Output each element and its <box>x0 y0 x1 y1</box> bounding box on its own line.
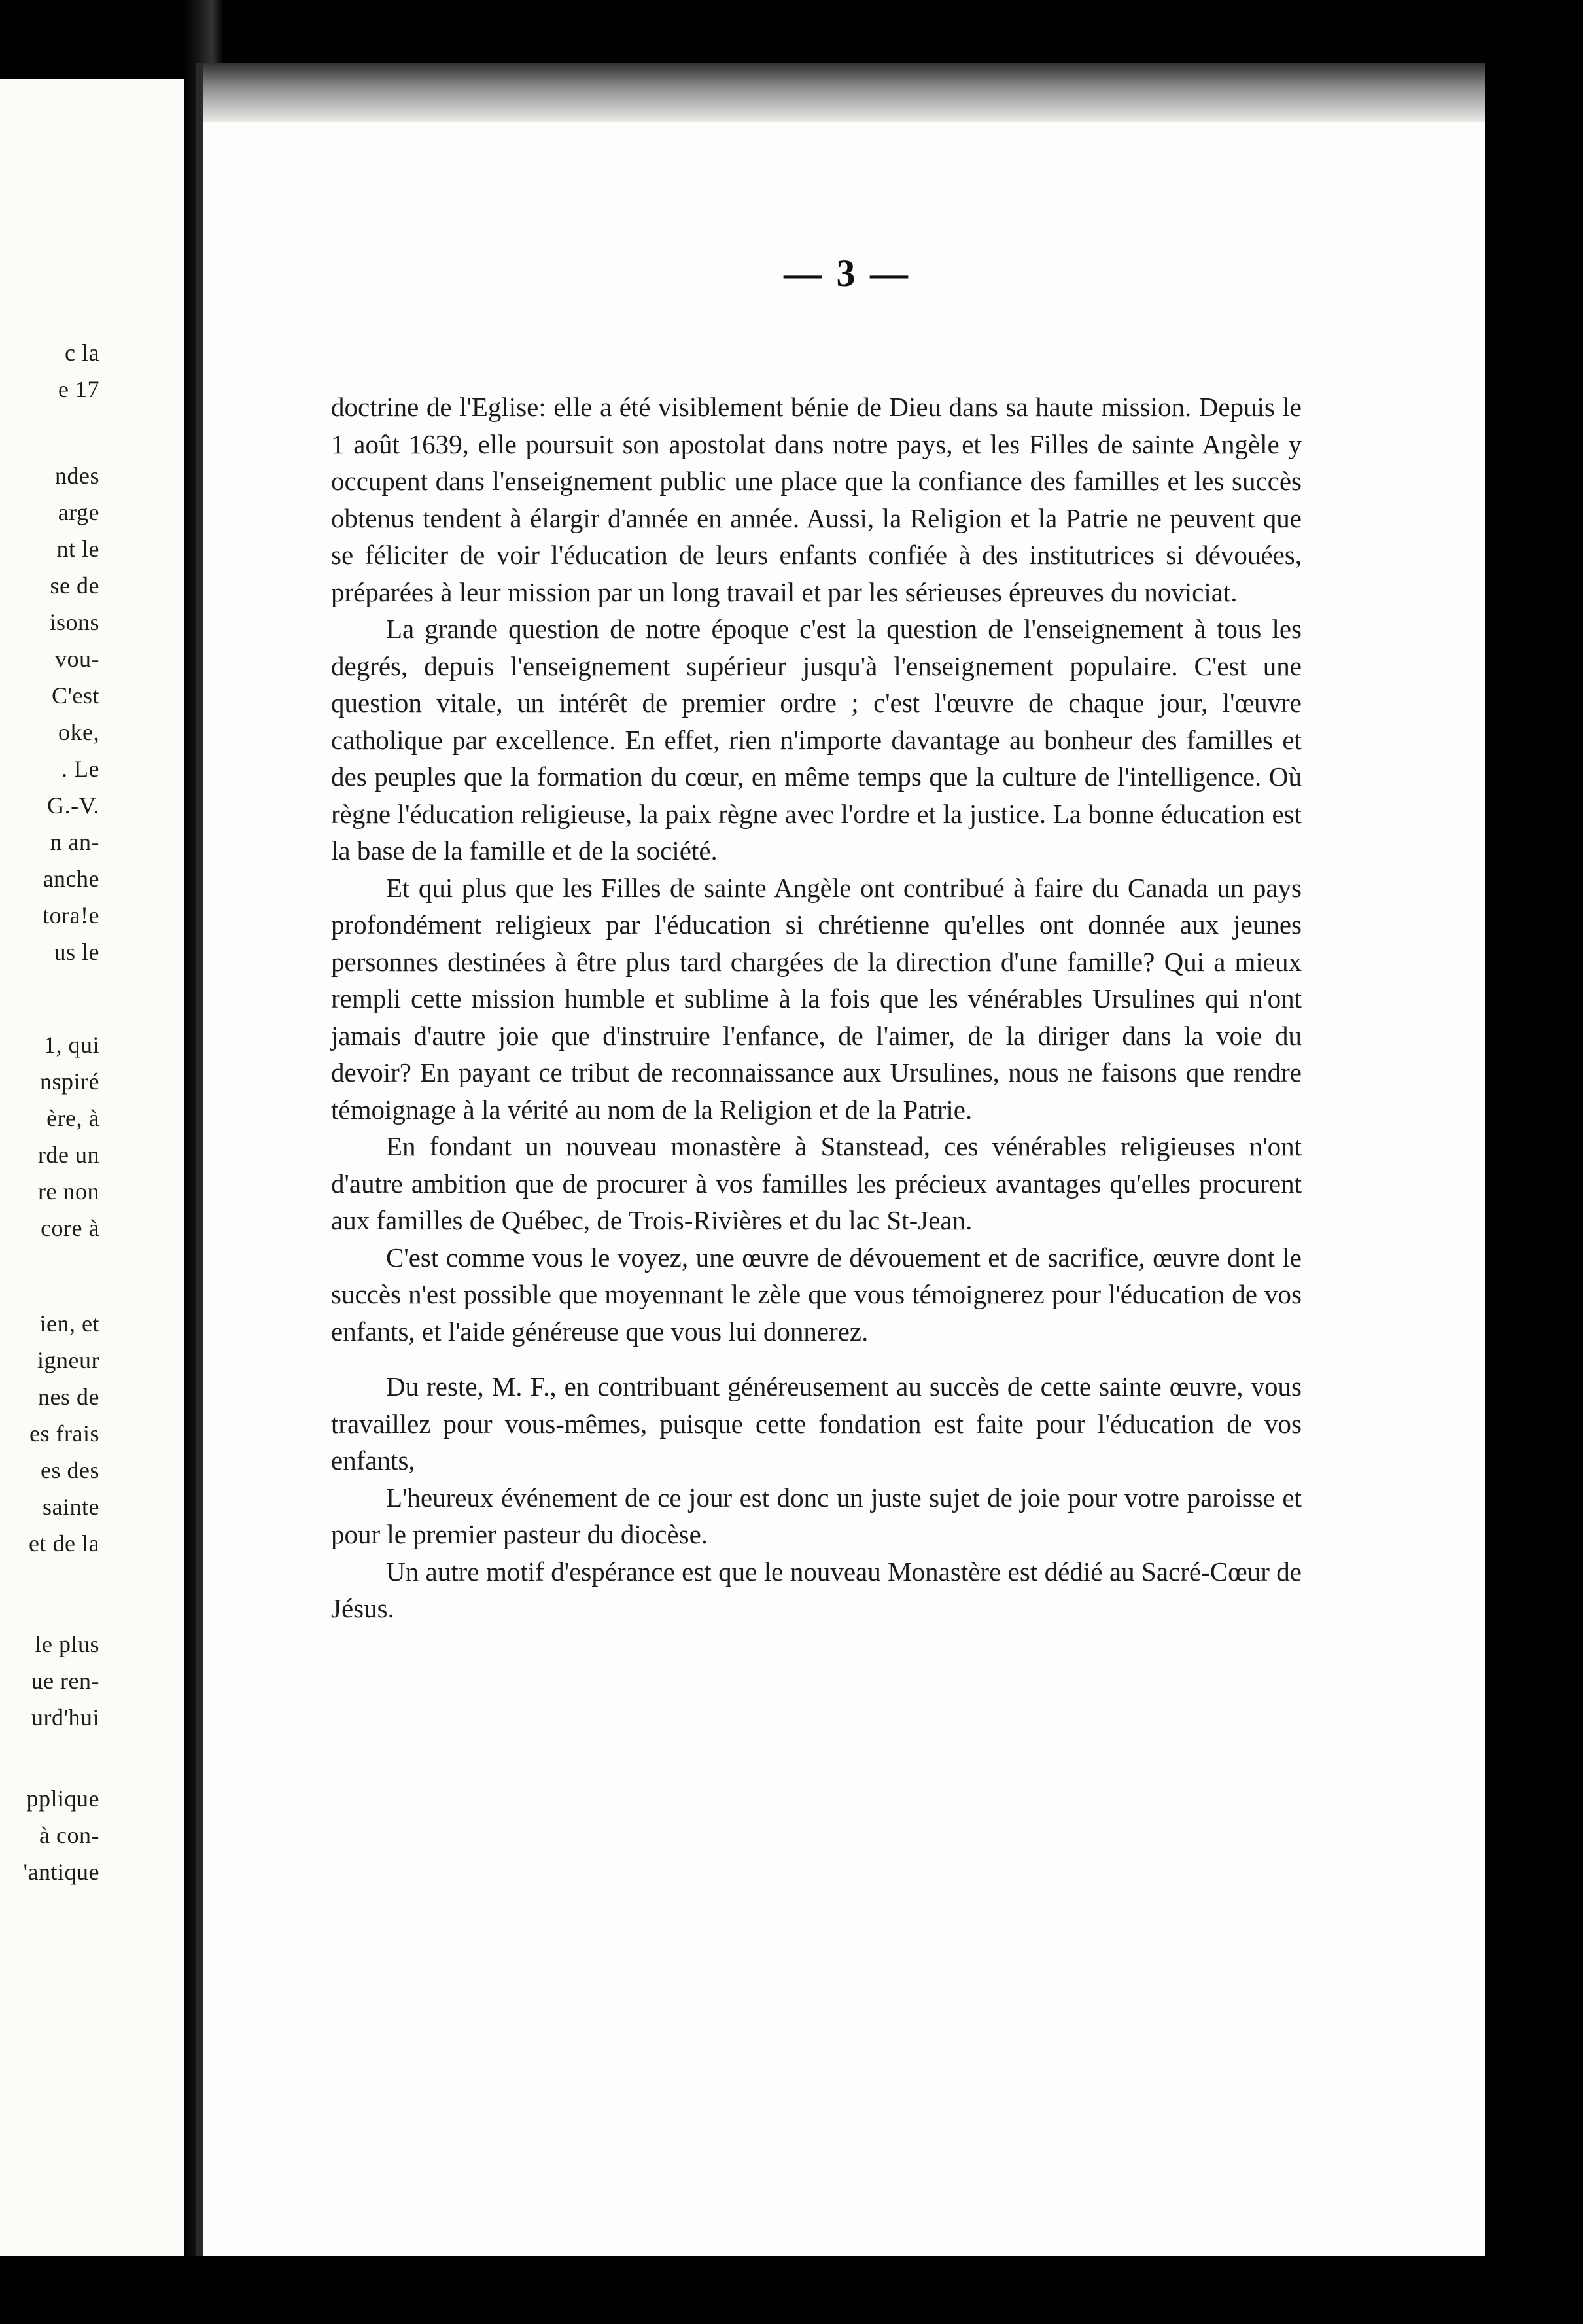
left-page-fragment: ndes <box>55 463 99 489</box>
paragraph: La grande question de notre époque c'est la question de l'enseignement à tous les degrés, depuis l'enseignement supérieur jusqu'à l'enseignement populaire. C'est une question vitale, un intérêt de premier ordre ; c'est l'œuvre de chaque jour, l'œuvre catholique par excellence. En effet, rien n'importe davantage au bonheur des familles et des peuples que la formation du cœur, en même temps que la culture de l'intelligence. Où règne l'éducation religieuse, la paix règne avec l'ordre et la justice. La bonne éducation est la base de la famille et de la société. <box>331 614 1302 866</box>
left-page-fragment: c la <box>65 340 99 366</box>
left-page-fragment: igneur <box>37 1347 99 1373</box>
left-page-fragment: 'antique <box>23 1859 99 1885</box>
left-page-fragment: vou- <box>55 646 99 672</box>
paragraph: En fondant un nouveau monastère à Stanstead, ces vénérables religieuses n'ont d'autre ambition que de procurer à vos familles les précieux avantages qu'elles procurent aux familles de Québec, de Trois-Rivières et du lac St-Jean. <box>331 1131 1302 1235</box>
left-page-fragment: tora!e <box>43 902 99 928</box>
left-page-fragment: arge <box>58 499 99 525</box>
left-page-fragment: à con- <box>39 1822 99 1848</box>
left-page-fragment: . Le <box>61 756 99 782</box>
left-page-fragment: core à <box>41 1215 99 1241</box>
left-page-fragment: re non <box>38 1178 99 1205</box>
left-page-fragment: 1, qui <box>43 1032 99 1058</box>
left-page-fragment: oke, <box>58 719 99 745</box>
left-page-fragment: ue ren- <box>31 1668 99 1694</box>
left-page-fragment: nspiré <box>40 1068 99 1095</box>
page-top-edge <box>203 63 1491 122</box>
paragraph: Un autre motif d'espérance est que le nouveau Monastère est dédié au Sacré-Cœur de Jésus. <box>331 1556 1302 1623</box>
left-page-fragment: isons <box>49 609 99 635</box>
left-page-fragment: us le <box>54 939 99 965</box>
paragraph: L'heureux événement de ce jour est donc un juste sujet de joie pour votre paroisse et pour le premier pasteur du diocèse. <box>331 1482 1302 1549</box>
left-page-fragment: n an- <box>50 829 99 855</box>
paragraph: Et qui plus que les Filles de sainte Angèle ont contribué à faire du Canada un pays profondément religieux par l'éducation si chrétienne qu'elles ont donnée aux jeunes personnes destinées à être plus tard chargées de la direction d'une famille? Qui a mieux rempli cette mission humble et sublime à la fois que les vénérables Ursulines qui n'ont jamais d'autre joie que d'instruire l'enfance, de l'aimer, de la diriger dans la voie du devoir? En payant ce tribut de reconnaissance aux Ursulines, nous ne faisons que rendre témoignage à la vérité au nom de la Religion et de la Patrie. <box>331 872 1302 1125</box>
left-page-fragment: se de <box>50 572 99 599</box>
left-page-fragment: C'est <box>52 682 99 709</box>
left-page-fragment: nes de <box>38 1384 99 1410</box>
paragraph: Du reste, M. F., en contribuant généreusement au succès de cette sainte œuvre, vous travaillez pour vous-mêmes, puisque cette fondation est faite pour l'éducation de vos enfants, <box>331 1371 1302 1475</box>
left-page-fragment: es frais <box>29 1420 99 1447</box>
page-number: — 3 — <box>784 252 911 294</box>
left-page-fragment: G.-V. <box>47 792 99 819</box>
left-page-fragment: et de la <box>29 1530 99 1557</box>
paragraph: C'est comme vous le voyez, une œuvre de dévouement et de sacrifice, œuvre dont le succès n'est possible que moyennant le zèle que vous témoignerez pour l'éducation de vos enfants, et l'aide généreuse que vous lui donnerez. <box>331 1242 1302 1347</box>
left-page-fragment: sainte <box>43 1494 99 1520</box>
left-page-fragment: le plus <box>35 1631 99 1657</box>
left-page-fragment: es des <box>41 1457 99 1483</box>
body-text <box>331 389 1302 1627</box>
left-page-fragment: nt le <box>56 536 99 562</box>
facing-page-fragment <box>0 79 196 2257</box>
left-page-fragment: anche <box>43 866 99 892</box>
left-page-fragment: pplique <box>26 1786 99 1812</box>
left-page-fragment: rde un <box>38 1142 99 1168</box>
left-page-fragment: ien, et <box>39 1311 99 1337</box>
left-page-fragment: urd'hui <box>31 1704 99 1731</box>
paragraph: doctrine de l'Eglise: elle a été visiblement bénie de Dieu dans sa haute mission. Depuis le 1 août 1639, elle poursuit son apostolat dans notre pays, et les Filles de sainte Angèle y occupent dans l'enseignement public une place que la confiance des familles et les succès obtenus tendent à élargir d'année en année. Aussi, la Religion et la Patrie ne peuvent que se féliciter de voir l'éducation de leurs enfants confiée à des institutrices si dévouées, préparées à leur mission par un long travail et par les sérieuses épreuves du noviciat. <box>331 392 1302 607</box>
document-page <box>196 63 1491 2256</box>
scan-border-bottom <box>0 2256 1583 2324</box>
left-page-fragment: e 17 <box>58 376 99 402</box>
scan-border-right <box>1485 63 1583 2256</box>
left-page-fragment: ère, à <box>46 1105 99 1131</box>
